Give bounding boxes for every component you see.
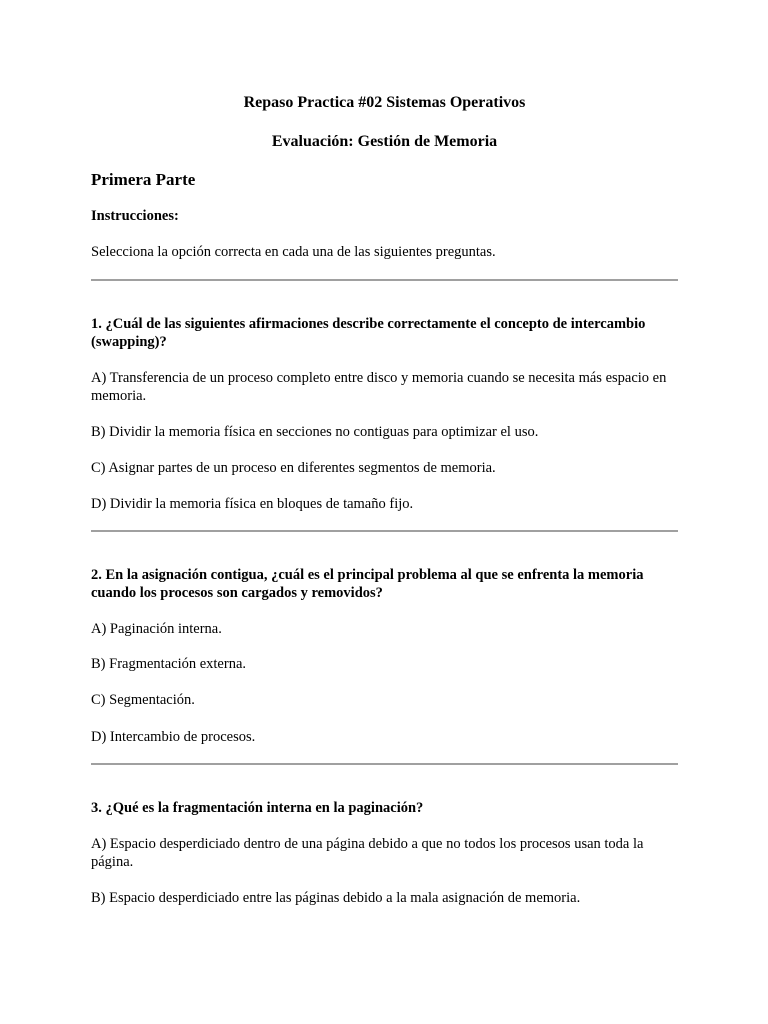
document-title: Repaso Practica #02 Sistemas Operativos: [243, 94, 526, 111]
horizontal-rule: [91, 279, 678, 281]
question-2-option-c: C) Segmentación.: [91, 692, 195, 708]
question-1-option-d: D) Dividir la memoria física en bloques de tamaño fijo.: [91, 496, 414, 512]
question-2-text: 2. En la asignación contigua, ¿cuál es el principal problema al que se enfrenta la memoria cuando los procesos son cargados y removidos?: [91, 567, 644, 601]
instructions-text: Selecciona la opción correcta en cada una de las siguientes preguntas.: [91, 244, 496, 260]
question-1-option-a: A) Transferencia de un proceso completo entre disco y memoria cuando se necesita más espacio en memoria.: [91, 370, 667, 404]
horizontal-rule: [91, 763, 678, 765]
section-heading: Primera Parte: [91, 170, 196, 189]
question-1-option-c: C) Asignar partes de un proceso en diferentes segmentos de memoria.: [91, 460, 496, 476]
question-3-option-a: A) Espacio desperdiciado dentro de una página debido a que no todos los procesos usan toda la página.: [91, 836, 644, 870]
instructions-label: Instrucciones:: [91, 208, 179, 224]
question-3-text: 3. ¿Qué es la fragmentación interna en la paginación?: [91, 800, 424, 816]
question-2-option-a: A) Paginación interna.: [91, 621, 222, 637]
question-1-option-b: B) Dividir la memoria física en secciones no contiguas para optimizar el uso.: [91, 424, 539, 440]
question-1-text: 1. ¿Cuál de las siguientes afirmaciones describe correctamente el concepto de intercambio (swapping)?: [91, 316, 646, 350]
horizontal-rule: [91, 530, 678, 532]
question-3-option-b: B) Espacio desperdiciado entre las páginas debido a la mala asignación de memoria.: [91, 890, 581, 906]
question-2-option-d: D) Intercambio de procesos.: [91, 729, 256, 745]
document-subtitle: Evaluación: Gestión de Memoria: [271, 133, 498, 150]
question-2-option-b: B) Fragmentación externa.: [91, 656, 247, 672]
